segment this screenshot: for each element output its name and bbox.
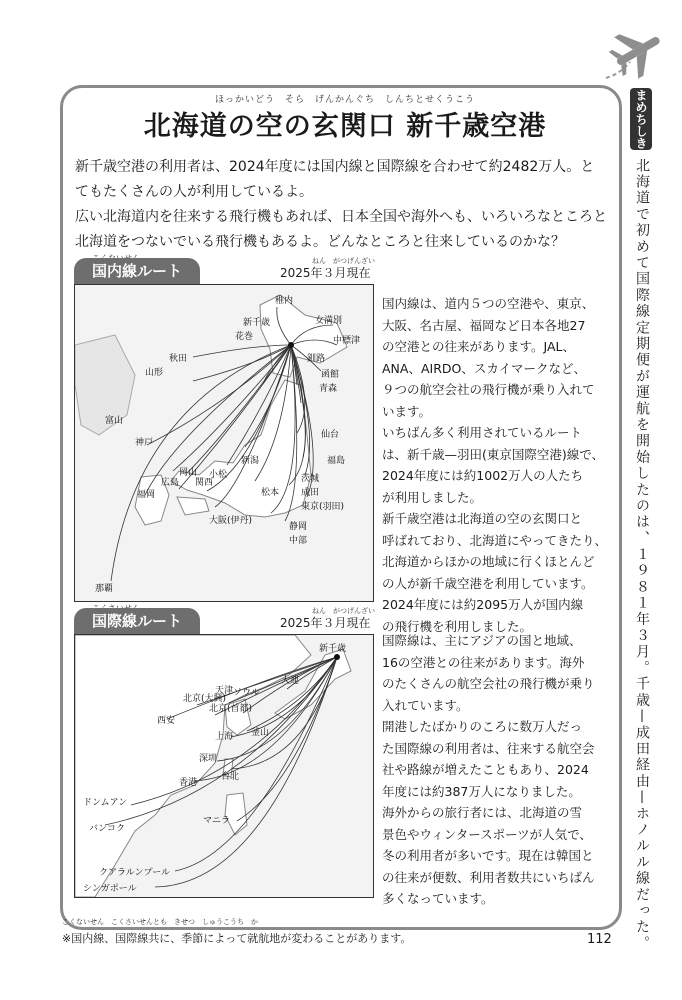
- map-label-city: ドンムアン: [83, 798, 128, 808]
- map-label-city: 中部: [289, 536, 308, 546]
- text-line: は、新千歳—羽田(東京国際空港)線で、: [382, 446, 605, 462]
- international-date-ruby: ねん がつげんざい: [312, 607, 375, 615]
- map-label-city: 稚内: [275, 296, 294, 306]
- text-line: 国際線は、主にアジアの国と地域、: [382, 633, 582, 648]
- domestic-tab: 国内線ルート: [74, 258, 200, 284]
- footnote-ruby: こくないせん こくさいせんとも きせつ しゅうこうち か: [62, 918, 258, 926]
- shikoku-shape: [177, 497, 209, 515]
- text-line: 冬の利用者が多いです。現在は韓国と: [382, 848, 594, 863]
- map-label-city: 中標津: [333, 336, 361, 346]
- text-line: 16の空港との往来があります。海外: [382, 654, 585, 670]
- text-line: の空港との往来があります。JAL、: [382, 339, 575, 354]
- map-label-city: 大阪(伊丹): [209, 516, 253, 526]
- text-line: 2024年度には約2095万人が国内線: [382, 597, 584, 612]
- map-label-city: 秋田: [169, 354, 188, 364]
- map-label-city: 北京(大興): [183, 694, 227, 704]
- text-line: の往来が便数、利用者数共にいちばん: [382, 869, 595, 885]
- map-label-city: 釧路: [307, 354, 326, 364]
- map-label-city: 富山: [105, 416, 124, 426]
- map-label-city: 仙台: [321, 430, 340, 440]
- intro-paragraph: [75, 155, 615, 255]
- text-line: 2024年度には約1002万人の人たち: [382, 468, 584, 483]
- honshu-shape: [171, 380, 311, 517]
- title-block: [95, 92, 595, 143]
- text-line: 大阪、名古屋、福岡など日本各地27: [382, 317, 586, 333]
- domestic-description: [382, 293, 607, 637]
- map-label-city: 静岡: [289, 522, 308, 532]
- map-label-city: 函館: [321, 370, 340, 380]
- map-label-city: 香港: [179, 778, 198, 788]
- map-label-city: 北京(首都): [209, 704, 253, 714]
- map-label-city: 天津: [215, 686, 234, 696]
- map-label-city: 花巻: [235, 332, 254, 342]
- footnote: ※国内線、国際線共に、季節によって就航地が変わることがあります。: [62, 932, 412, 945]
- map-label-city: ソウル: [233, 688, 260, 698]
- trivia-text: 北海道で初めて国際線定期便が運航を開始したのは、１９８１年３月。千歳—成田経由—ホノルル線だった。: [634, 158, 650, 952]
- page-number: 112: [587, 932, 612, 947]
- text-line: ANA、AIRDO、スカイマークなど、: [382, 360, 586, 376]
- map-label-city: 岡山: [179, 468, 198, 478]
- intro-line: 広い北海道内を往来する飛行機もあれば、日本全国や海外へも、いろいろなところと: [75, 209, 607, 225]
- map-label-city: 那覇: [95, 584, 114, 594]
- map-label-city: 関西: [195, 478, 214, 488]
- map-label-city: 台北: [221, 772, 240, 782]
- text-line: 景色やウィンタースポーツが人気で、: [382, 826, 592, 842]
- text-line: 海外からの旅行者には、北海道の雪: [382, 805, 583, 820]
- text-line: の人が新千歳空港を利用しています。: [382, 575, 594, 591]
- text-line: 多くなっています。: [382, 891, 494, 906]
- map-label-city: 女満別: [315, 316, 343, 326]
- international-route-map: [74, 634, 374, 898]
- text-line: 年度には約387万人になりました。: [382, 783, 581, 799]
- philippines-shape: [225, 793, 247, 835]
- map-label-city: 神戸: [135, 438, 154, 448]
- map-label-city: 小松: [209, 470, 228, 480]
- map-label-city: 福島: [327, 456, 346, 466]
- text-line: 開港したばかりのころに数万人だっ: [382, 719, 583, 734]
- map-label-city: 山形: [145, 368, 164, 378]
- map-label-city: 福岡: [137, 490, 156, 500]
- text-line: が利用しました。: [382, 489, 483, 505]
- text-line: た国際線の利用者は、往来する航空会: [382, 740, 595, 756]
- map-label-city: 大連: [281, 676, 300, 686]
- text-line: 入れています。: [382, 697, 469, 713]
- map-label-city: クアラルンプール: [99, 868, 171, 878]
- map-label-city: バンコク: [89, 824, 126, 834]
- text-line: のたくさんの航空会社の飛行機が乗り: [382, 676, 595, 691]
- page-title: 北海道の空の玄関口 新千歳空港: [143, 111, 547, 142]
- international-description: [382, 630, 595, 910]
- map-label-city: マニラ: [203, 816, 231, 826]
- intro-line: 新千歳空港の利用者は、2024年度には国内線と国際線を合わせて約2482万人。と: [75, 159, 595, 175]
- asia-mainland-shape: [75, 635, 311, 897]
- text-line: 新千歳空港は北海道の空の玄関口と: [382, 511, 583, 526]
- text-line: 国内線は、道内５つの空港や、東京、: [382, 296, 595, 311]
- map-label-city: 深圳: [199, 754, 218, 764]
- map-label-city: 上海: [215, 732, 234, 742]
- trivia-tab: まめちしき: [630, 88, 652, 150]
- map-label-city: 広島: [161, 478, 180, 488]
- domestic-route-map: [74, 284, 374, 602]
- text-line: 呼ばれており、北海道にやってきたり、: [382, 532, 608, 548]
- text-line: 北海道からほかの地域に行くほとんど: [382, 554, 595, 569]
- map-label-hub: 新千歳: [243, 318, 271, 328]
- map-label-city: 成田: [301, 488, 320, 498]
- map-label-city: 西安: [157, 716, 176, 726]
- map-label-city: シンガポール: [83, 884, 137, 894]
- map-label-city: 青森: [319, 384, 338, 394]
- map-label-city: 釜山: [251, 728, 270, 738]
- text-line: の飛行機を利用しました。: [382, 618, 533, 634]
- domestic-date-ruby: ねん がつげんざい: [312, 257, 375, 265]
- intro-line: 北海道をつないでいる飛行機もあるよ。どんなところと往来しているのかな？: [75, 234, 565, 250]
- map-label-city: 新潟: [241, 456, 260, 466]
- text-line: ９つの航空会社の飛行機が乗り入れて: [382, 382, 595, 397]
- map-label-city: 茨城: [301, 474, 320, 484]
- intro-line: てもたくさんの人が利用しているよ。: [75, 184, 313, 200]
- map-label-hub: 新千歳: [319, 644, 347, 654]
- international-date: 2025年３月現在: [280, 616, 371, 630]
- text-line: 社や路線が増えたこともあり、2024: [382, 762, 589, 777]
- map-label-city: 東京(羽田): [301, 502, 345, 512]
- airplane-icon: [600, 22, 670, 82]
- title-ruby: ほっかいどう そら げんかんぐち しんちとせくうこう: [214, 95, 475, 105]
- text-line: いちばん多く利用されているルート: [382, 425, 583, 440]
- domestic-date: 2025年３月現在: [280, 266, 371, 280]
- text-line: います。: [382, 403, 432, 419]
- map-label-city: 松本: [261, 488, 280, 498]
- international-tab: 国際線ルート: [74, 608, 200, 634]
